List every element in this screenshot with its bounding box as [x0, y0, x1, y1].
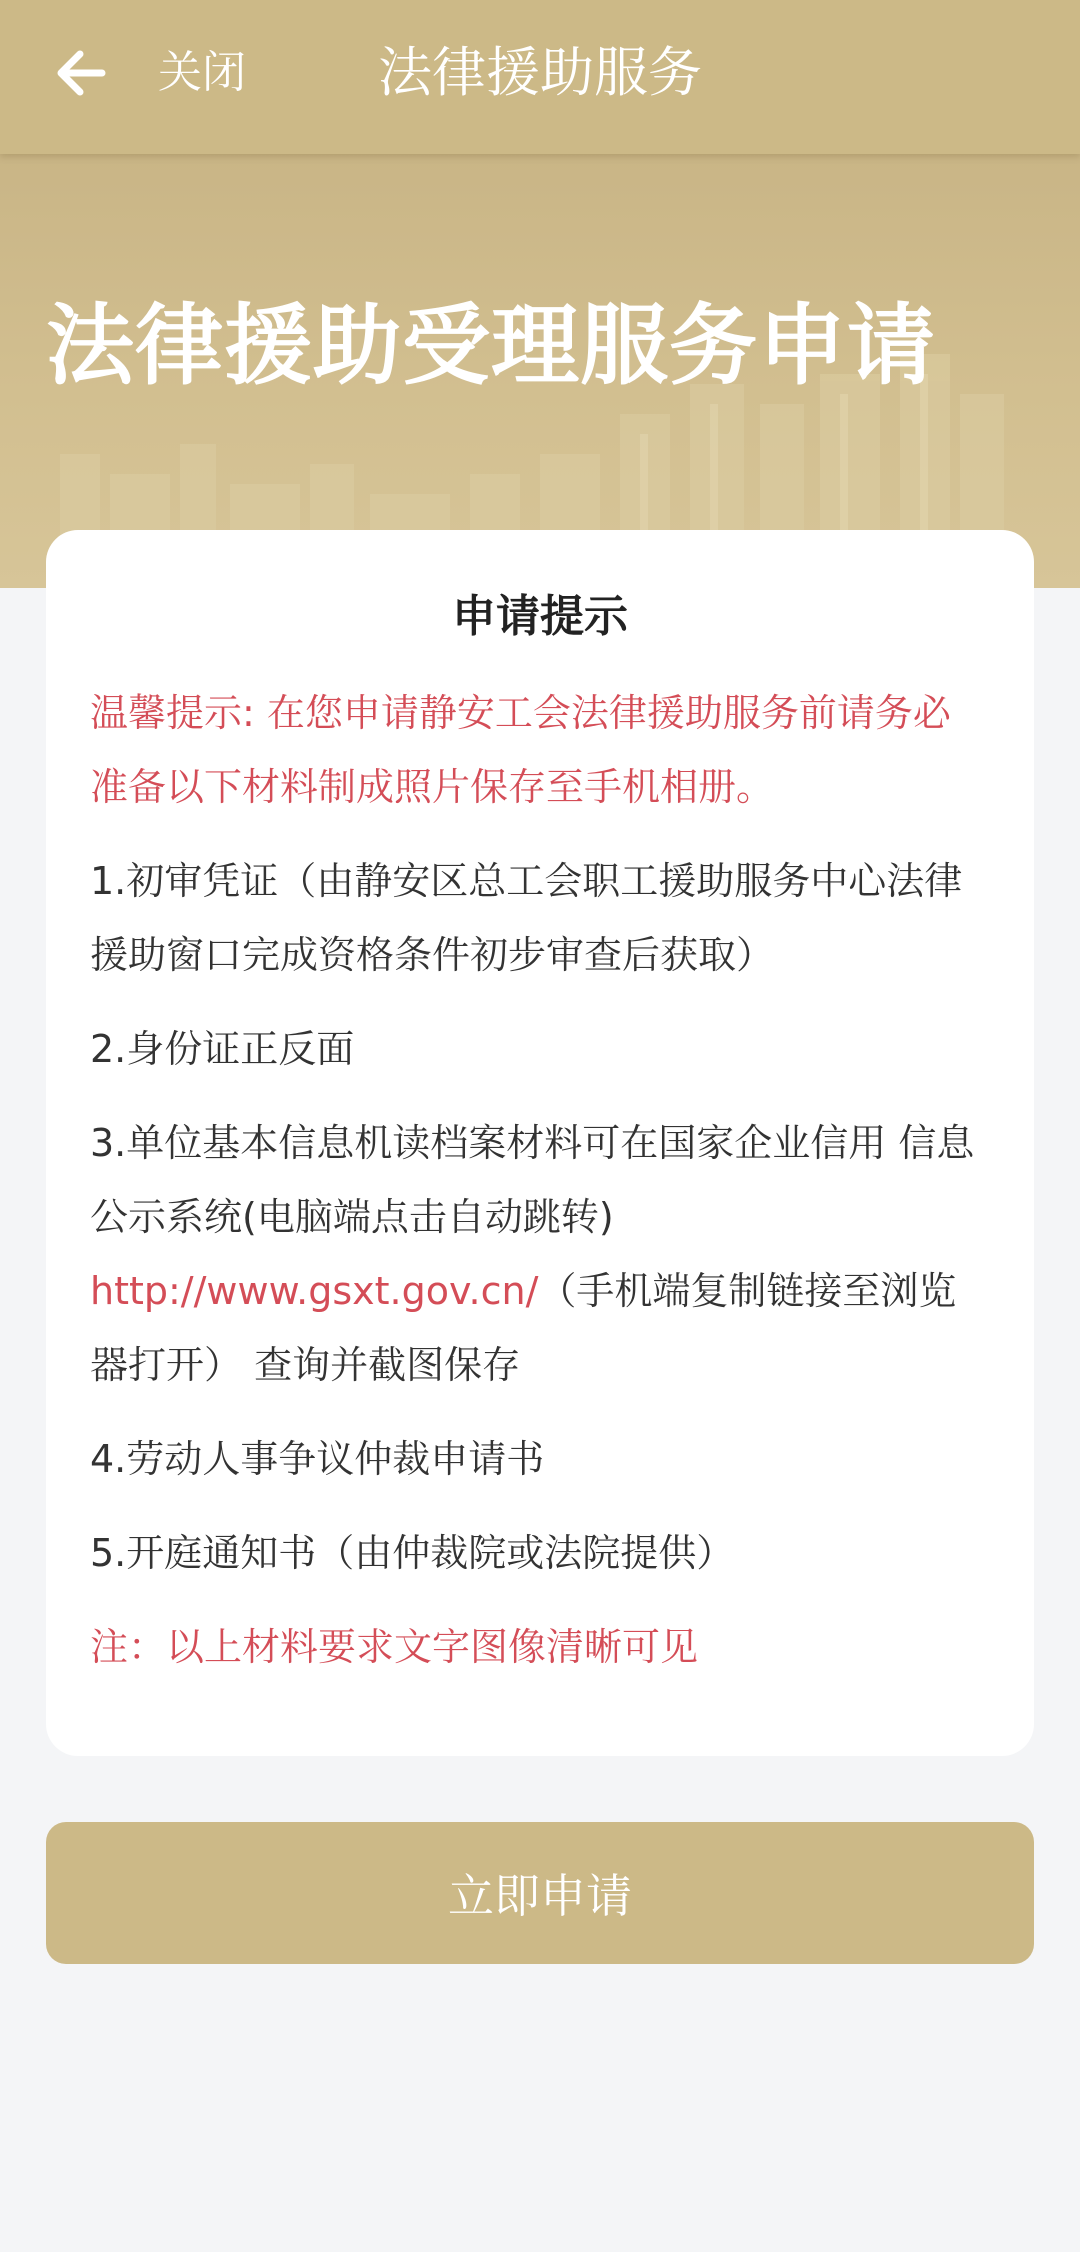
requirement-item-3-text: 3.单位基本信息机读档案材料可在国家企业信用 信息公示系统(电脑端点击自动跳转): [90, 1121, 975, 1239]
apply-now-button[interactable]: 立即申请: [46, 1822, 1034, 1964]
warm-tip-text: 温馨提示: 在您申请静安工会法律援助服务前请务必准备以下材料制成照片保存至手机相册。: [90, 691, 951, 809]
gsxt-link[interactable]: http://www.gsxt.gov.cn/: [90, 1269, 539, 1313]
notice-title: 申请提示: [452, 591, 628, 642]
hero-banner: [0, 154, 1080, 588]
back-button[interactable]: [50, 38, 120, 108]
requirement-item-1: 1.初审凭证（由静安区总工会职工援助服务中心法律援助窗口完成资格条件初步审查后获取）: [90, 859, 963, 977]
requirement-item-5: 5.开庭通知书（由仲裁院或法院提供）: [90, 1531, 735, 1575]
clarity-note: 注：以上材料要求文字图像清晰可见: [90, 1625, 699, 1669]
page-title: 法律援助服务: [378, 41, 702, 104]
requirement-item-2: 2.身份证正反面: [90, 1027, 355, 1071]
top-nav-bar: [0, 0, 1080, 154]
close-button[interactable]: 关闭: [158, 47, 246, 98]
requirement-item-4: 4.劳动人事争议仲裁申请书: [90, 1437, 545, 1481]
application-notice-card: [46, 530, 1034, 1756]
requirement-item-3-suffix: （手机端复制链接至浏览器打开） 查询并截图保存: [90, 1269, 957, 1387]
hero-title: 法律援助受理服务申请: [46, 294, 937, 397]
requirement-item-3: [90, 1106, 978, 1402]
arrow-left-icon: [50, 38, 120, 108]
